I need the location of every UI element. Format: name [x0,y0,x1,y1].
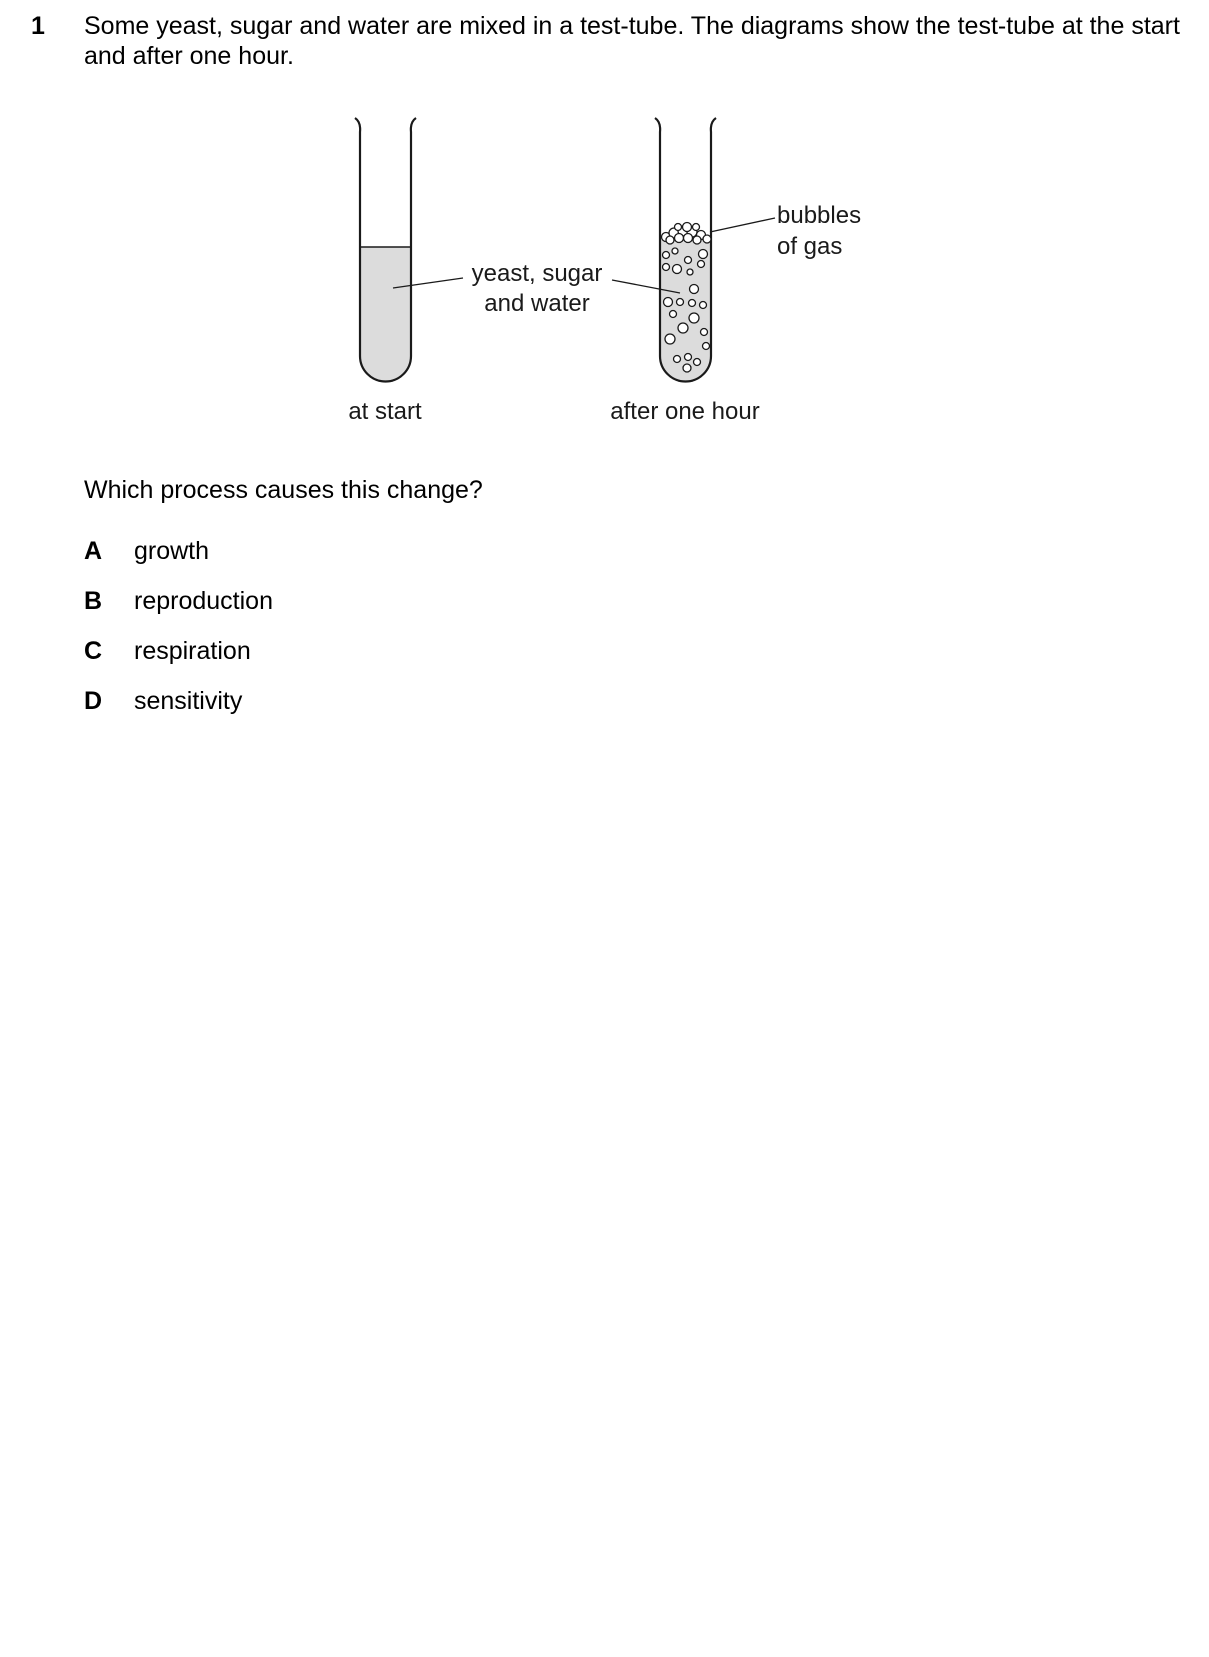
option-letter: D [84,687,103,715]
test-tube-after-one-hour [655,118,716,382]
option-letter: B [84,587,103,615]
caption-at-start: at start [348,398,422,425]
question-stem-line-1: Some yeast, sugar and water are mixed in a test-tube. The diagrams show the test-tube at the start [84,12,1180,40]
label-bubbles-line-1: bubbles [777,202,862,229]
caption-after-one-hour: after one hour [610,398,760,425]
answer-options [84,536,273,736]
test-tube-diagram [0,0,1209,440]
option-c[interactable] [84,636,273,686]
option-letter: C [84,637,103,665]
question-number: 1 [31,12,45,40]
liquid-at-start [360,247,411,382]
option-text: respiration [134,637,251,665]
leader-line-bubbles [710,218,775,232]
option-b[interactable] [84,586,273,636]
option-text: growth [134,537,210,565]
question-stem-line-2: and after one hour. [84,42,294,70]
question-prompt: Which process causes this change? [84,476,483,504]
label-mixture-line-1: yeast, sugar [471,260,603,287]
label-bubbles-line-2: of gas [777,233,843,260]
option-a[interactable] [84,536,273,586]
option-text: reproduction [134,587,273,615]
option-text: sensitivity [134,687,243,715]
test-tube-at-start [355,118,416,382]
option-d[interactable] [84,686,273,736]
option-letter: A [84,537,103,565]
label-mixture-line-2: and water [484,290,590,317]
